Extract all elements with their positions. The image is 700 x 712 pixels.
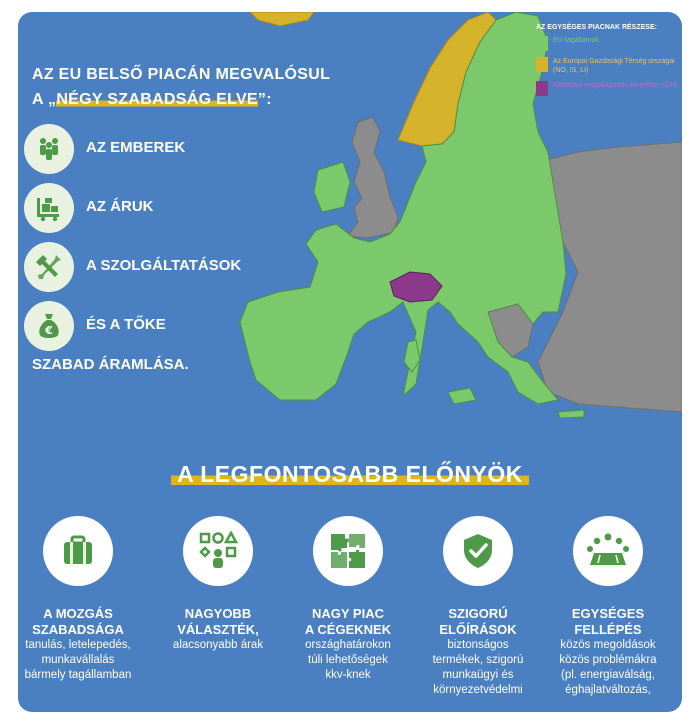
- benefit-title: NAGYOBB VÁLASZTÉK,: [177, 606, 259, 637]
- freedom-goods: [24, 183, 324, 233]
- choice-shapes-icon: [183, 516, 253, 586]
- map-eu-sicily: [448, 388, 476, 404]
- intro-line-2-prefix: A „: [32, 91, 57, 108]
- benefit-desc: biztonságos termékek, szigorú munkaügyi és környezetvédelmi: [432, 639, 524, 696]
- benefit-title: SZIGORÚ ELŐÍRÁSOK: [439, 606, 517, 637]
- benefit-desc: országhatárokon túli lehetőségek kkv-knek: [305, 639, 391, 681]
- freedom-people: [24, 124, 324, 174]
- freedom-capital: [24, 301, 324, 351]
- benefit-desc: alacsonyabb árak: [172, 639, 264, 651]
- intro-line-2: [32, 87, 392, 112]
- legend-swatch-eea: [536, 57, 548, 72]
- suitcase-icon: [43, 516, 113, 586]
- benefit-joint-action: [544, 516, 672, 698]
- puzzle-icon: [313, 516, 383, 586]
- legend-swatch-eu: [536, 36, 548, 51]
- legend-swatch-ch: [536, 81, 548, 96]
- intro-line-1: AZ EU BELSŐ PIACÁN MEGVALÓSUL: [32, 66, 331, 83]
- benefits-heading-text: A LEGFONTOSABB ELŐNYÖK: [171, 461, 529, 487]
- people-icon: [24, 124, 74, 174]
- legend-title: AZ EGYSÉGES PIACNAK RÉSZESE:: [536, 24, 657, 31]
- benefits-heading: [18, 461, 682, 488]
- map-eu-crete: [558, 410, 584, 418]
- map-eea-iceland: [250, 12, 314, 26]
- closing-text: SZABAD ÁRAMLÁSA.: [32, 356, 189, 373]
- map-nonmember-uk: [348, 117, 398, 238]
- freedom-label: A SZOLGÁLTATÁSOK: [86, 257, 242, 274]
- shield-check-icon: [443, 516, 513, 586]
- intro-heading: [32, 62, 392, 112]
- goods-trolley-icon: [24, 183, 74, 233]
- svg-text:€: €: [45, 324, 53, 337]
- intro-highlight: NÉGY SZABADSÁG ELVE: [56, 91, 258, 108]
- benefit-strict-rules: [414, 516, 542, 698]
- benefit-title: NAGY PIAC A CÉGEKNEK: [304, 606, 392, 637]
- benefit-title: EGYSÉGES FELLÉPÉS: [571, 606, 645, 637]
- benefit-desc: közös megoldások közös problémákra (pl. energiaválság, éghajlatváltozás,: [559, 639, 657, 696]
- freedom-label: ÉS A TŐKE: [86, 316, 166, 333]
- legend-label-ch: Kétoldalú megállapodás keretében (CH): [553, 82, 678, 89]
- benefit-big-market: [284, 516, 412, 683]
- money-bag-euro-icon: [24, 301, 74, 351]
- legend-label-eu: EU-tagállamok: [553, 37, 599, 44]
- legend-item-eea: [536, 57, 682, 75]
- map-legend: [536, 24, 682, 102]
- legend-item-eu: [536, 36, 682, 51]
- benefit-desc: tanulás, letelepedés, munkavállalás bármely tagállamban: [24, 639, 132, 681]
- benefit-choice: [154, 516, 282, 653]
- meeting-table-icon: [573, 516, 643, 586]
- freedom-label: AZ ÁRUK: [86, 198, 154, 215]
- infographic-card: [18, 12, 682, 712]
- freedom-services: [24, 242, 324, 292]
- freedom-label: AZ EMBEREK: [86, 139, 186, 156]
- legend-label-eea: Az Európai Gazdasági Térség országai (NO, IS, LI): [553, 58, 675, 74]
- benefit-freedom-of-movement: [18, 516, 142, 683]
- tools-icon: [24, 242, 74, 292]
- intro-line-2-suffix: ”:: [257, 91, 272, 108]
- legend-item-ch: [536, 81, 682, 96]
- benefit-title: A MOZGÁS SZABADSÁGA: [32, 606, 124, 637]
